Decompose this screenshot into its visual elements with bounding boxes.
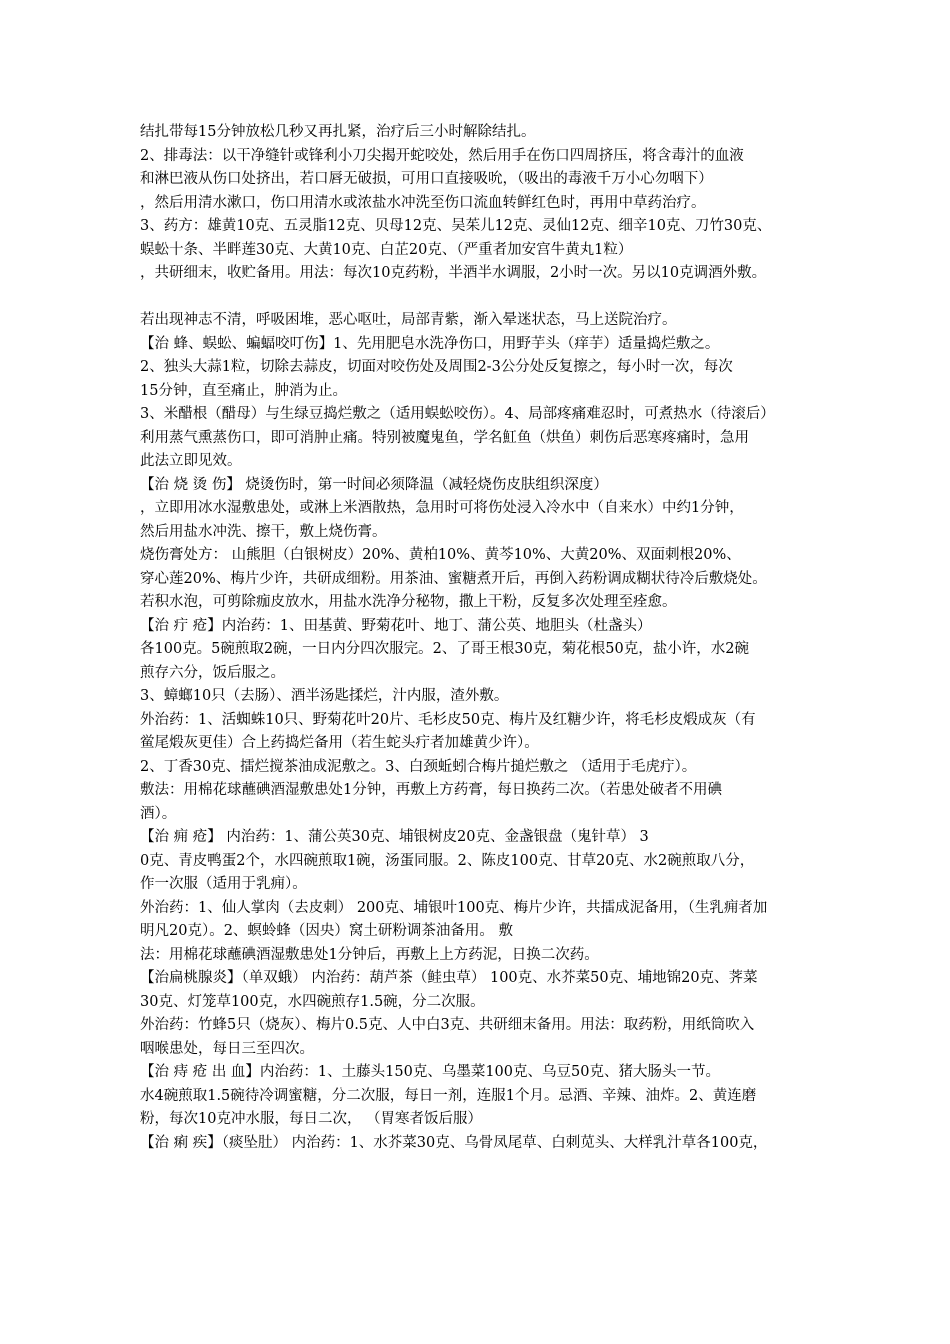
text-line: 穿心莲20%、梅片少许，共研成细粉。用茶油、蜜糖煮开后，再倒入药粉调成糊状待冷后敷烧处。 xyxy=(140,570,767,587)
text-line: 15分钟，直至痛止，肿消为止。 xyxy=(140,382,347,399)
text-line: 【治 疔 疮】内治药：1、田基黄、野菊花叶、地丁、蒲公英、地胆头（杜盏头） xyxy=(140,617,652,634)
text-line: 利用蒸气熏蒸伤口，即可消肿止痛。特别被魔鬼鱼，学名魟鱼（烘鱼）刺伤后恶寒疼痛时，急用 xyxy=(140,429,749,446)
text-line: 敷法：用棉花球蘸碘酒湿敷患处1分钟，再敷上方药膏，每日换药二次。（若患处破者不用碘 xyxy=(140,782,722,798)
text-line: 2、独头大蒜1粒，切除去蒜皮，切面对咬伤处及周围2-3公分处反复擦之，每小时一次，每次 xyxy=(140,359,733,375)
text-line: 3、蟑螂10只（去肠）、酒半汤匙揉烂，汁内服，渣外敷。 xyxy=(140,688,509,704)
blank-line xyxy=(140,286,830,310)
text-line: ，然后用清水漱口，伤口用清水或浓盐水冲洗至伤口流血转鲜红色时，再用中草药治疗。 xyxy=(140,194,706,211)
text-line: 明凡20克）。2、螟蛉蜂（因央）窝土研粉调茶油备用。 敷 xyxy=(140,923,514,939)
text-line: 【治 痈 疮】 内治药：1、蒲公英30克、埔银树皮20克、金盏银盘（鬼针草） 3 xyxy=(140,829,649,845)
text-line: 烧伤膏处方： 山熊胆（白银树皮）20%、黄柏10%、黄芩10%、大黄20%、双面刺根20%、 xyxy=(140,547,741,563)
text-line: 然后用盐水冲洗、擦干，敷上烧伤膏。 xyxy=(140,523,387,540)
text-line: 咽喉患处，每日三至四次。 xyxy=(140,1040,314,1057)
text-line: 【治扁桃腺炎】（单双蛾） 内治药：葫芦茶（鲑虫草） 100克、水芥菜50克、埔地锦20克、荠菜 xyxy=(140,970,758,986)
text-line: 【治 痢 疾】（痰坠肚） 内治药：1、水芥菜30克、乌骨凤尾草、白刺苋头、大样乳汁草各100克， xyxy=(140,1134,768,1151)
text-line: 煎存六分，饭后服之。 xyxy=(140,664,285,681)
text-line: 结扎带每15分钟放松几秒又再扎紧，治疗后三小时解除结扎。 xyxy=(140,124,536,140)
text-line: 水4碗煎取1.5碗待冷调蜜糖，分二次服，每日一剂，连服1个月。忌酒、辛辣、油炸。2、黄连磨 xyxy=(140,1087,757,1104)
text-line: 【治 痔 疮 出 血】内治药：1、土藤头150克、乌墨菜100克、乌豆50克、猪大肠头一节。 xyxy=(140,1064,720,1080)
text-line: 若积水泡，可剪除痂皮放水，用盐水洗净分秘物，撒上干粉，反复多次处理至痊愈。 xyxy=(140,594,677,610)
text-line: 30克、灯笼草100克，水四碗煎存1.5碗，分二次服。 xyxy=(140,993,485,1010)
text-line: 3、药方：雄黄10克、五灵脂12克、贝母12克、吴茱儿12克、灵仙12克、细辛10克、刀竹30克、 xyxy=(140,218,772,234)
text-line: 和淋巴液从伤口处挤出，若口唇无破损，可用口直接吸吮，（吸出的毒液千万小心勿咽下） xyxy=(140,171,713,187)
text-line: ，立即用冰水湿敷患处，或淋上米酒散热，急用时可将伤处浸入冷水中（自来水）中约1分钟， xyxy=(140,500,744,516)
text-line: 3、米醋根（醋母）与生绿豆捣烂敷之（适用蜈蚣咬伤）。4、局部疼痛难忍时，可煮热水（待滚后） xyxy=(140,406,775,422)
text-line: 【治 烧 烫 伤】 烧烫伤时，第一时间必须降温（减轻烧伤皮肤组织深度） xyxy=(140,476,608,493)
text-line: 外治药：1、活蜘蛛10只、野菊花叶20片、毛杉皮50克、梅片及红糖少许，将毛杉皮煅成灰（有 xyxy=(140,711,756,728)
text-line: 蜈蚣十条、半畔莲30克、大黄10克、白芷20克、（严重者加安宫牛黄丸1粒） xyxy=(140,241,633,258)
text-line: 法：用棉花球蘸碘酒湿敷患处1分钟后，再敷上上方药泥，日换二次药。 xyxy=(140,946,599,963)
text-line: 粉，每次10克冲水服，每日二次， （胃寒者饭后服） xyxy=(140,1111,483,1127)
text-line: 酒）。 xyxy=(140,805,177,822)
text-line: 各100克。5碗煎取2碗，一日内分四次服完。2、了哥王根30克，菊花根50克，盐小许，水2碗 xyxy=(140,641,749,657)
text-line: 此法立即见效。 xyxy=(140,453,242,469)
text-line: 2、丁香30克、擂烂搅茶油成泥敷之。3、白颈蚯蚓合梅片搥烂敷之 （适用于毛虎疔）。 xyxy=(140,758,697,775)
text-line: 0克、青皮鸭蛋2个，水四碗煎取1碗，汤蛋同服。2、陈皮100克、甘草20克、水2碗煎取八分， xyxy=(140,852,755,869)
text-line: 2、排毒法：以干净缝针或锋利小刀尖揭开蛇咬处，然后用手在伤口四周挤压，将含毒汁的血液 xyxy=(140,147,744,164)
text-line: ，共研细末，收贮备用。用法：每次10克药粉，半酒半水调服，2小时一次。另以10克调酒外敷。 xyxy=(140,265,767,281)
text-line: 作一次服（适用于乳痈）。 xyxy=(140,876,307,892)
text-line: 【治 蜂、蜈蚣、蝙蝠咬叮伤】1、先用肥皂水洗净伤口，用野芋头（痒芋）适量捣烂敷之。 xyxy=(140,335,720,352)
text-line: 若出现神志不清，呼吸困堆，恶心呕吐，局部青紫，渐入晕迷状态，马上送院治疗。 xyxy=(140,312,677,328)
text-line: 外治药：1、仙人掌肉（去皮刺） 200克、埔银叶100克、梅片少许，共擂成泥备用，（生乳痈者加 xyxy=(140,899,768,916)
text-line: 鲎尾煅灰更佳）合上药捣烂备用（若生蛇头疔者加雄黄少许）。 xyxy=(140,735,539,751)
text-line: 外治药：竹蜂5只（烧灰）、梅片0.5克、人中白3克、共研细末备用。用法：取药粉，用纸筒吹入 xyxy=(140,1017,755,1033)
document-page xyxy=(140,121,830,1155)
